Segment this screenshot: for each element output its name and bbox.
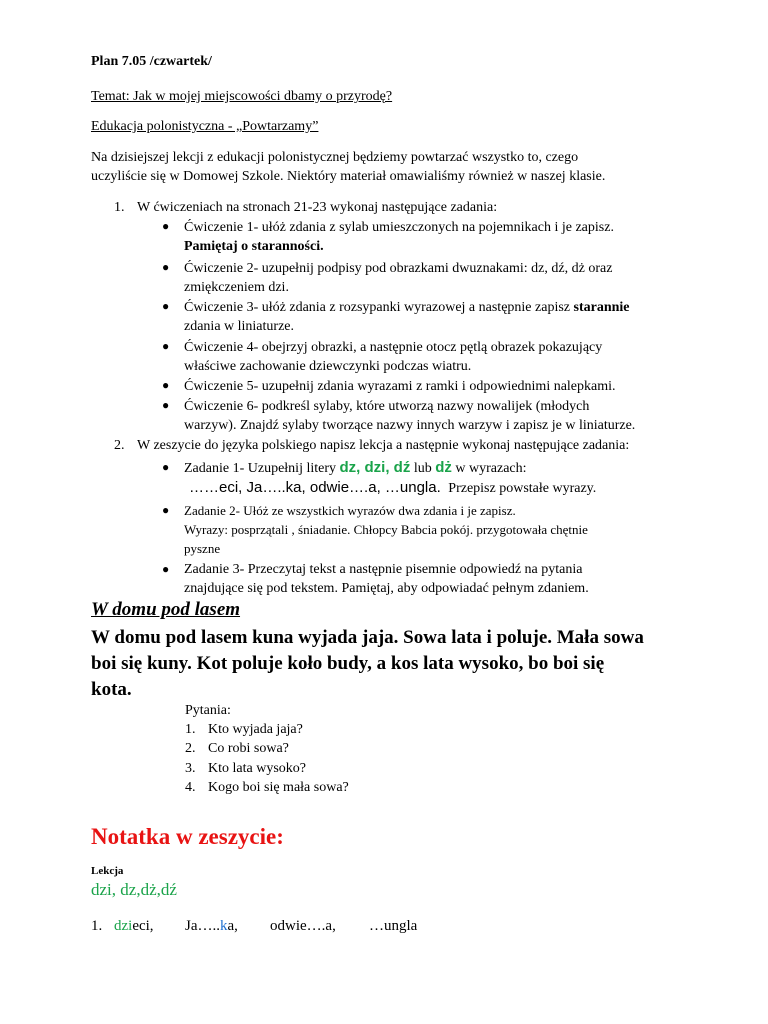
zadanie-3-cont: znajdujące się pod tekstem. Pamiętaj, aby odpowiadać pełnym zdaniem. <box>184 581 589 596</box>
story-line-1: W domu pod lasem kuna wyjada jaja. Sowa lata i poluje. Mała sowa <box>91 627 644 648</box>
exercise-6: Ćwiczenie 6- podkreśl sylaby, które utworzą nazwy nowalijek (młodych <box>184 399 590 414</box>
bullet-icon: ● <box>162 260 170 274</box>
zadanie-2: Zadanie 2- Ułóż ze wszystkich wyrazów dwa zdania i je zapisz. <box>184 503 516 518</box>
task2-number: 2. <box>114 438 125 453</box>
question-1-number: 1. <box>185 722 196 737</box>
zadanie-1: Zadanie 1- Uzupełnij litery dz, dzi, dź lub dż w wyrazach: <box>184 459 527 476</box>
zadanie-2-words: Wyrazy: posprzątali , śniadanie. Chłopcy Babcia pokój. przygotowała chętnie <box>184 522 588 537</box>
bullet-icon: ● <box>162 398 170 412</box>
question-2: Co robi sowa? <box>208 741 289 756</box>
task1-number: 1. <box>114 200 125 215</box>
exercise-1: Ćwiczenie 1- ułóż zdania z sylab umieszczonych na pojemnikach i je zapisz. <box>184 220 614 235</box>
question-2-number: 2. <box>185 741 196 756</box>
zadanie-3: Zadanie 3- Przeczytaj tekst a następnie pisemnie odpowiedź na pytania <box>184 562 583 577</box>
questions-label: Pytania: <box>185 703 231 718</box>
plan-heading: Plan 7.05 /czwartek/ <box>91 54 212 69</box>
story-line-2: boi się kuny. Kot poluje koło budy, a kos lata wysoko, bo boi się <box>91 653 605 674</box>
task1-text: W ćwiczeniach na stronach 21-23 wykonaj następujące zadania: <box>137 200 498 215</box>
bullet-icon: ● <box>162 299 170 313</box>
bullet-icon: ● <box>162 460 170 474</box>
exercise-2: Ćwiczenie 2- uzupełnij podpisy pod obrazkami dwuznakami: dz, dź, dż oraz <box>184 261 613 276</box>
exercise-4: Ćwiczenie 4- obejrzyj obrazki, a następnie otocz pętlą obrazek pokazujący <box>184 340 603 355</box>
exercise-4-cont: właściwe zachowanie dziewczynki podczas wiatru. <box>184 359 472 374</box>
intro-line-1: Na dzisiejszej lekcji z edukacji polonistycznej będziemy powtarzać wszystko to, czego <box>91 150 579 165</box>
note-word-3: odwie….a, <box>270 918 336 934</box>
note-word-2: Ja…..ka, <box>185 918 238 934</box>
note-word-1: dzieci, <box>114 918 154 934</box>
zadanie-1-words: ……eci, Ja…..ka, odwie….a, …ungla. Przepisz powstałe wyrazy. <box>189 479 597 496</box>
exercise-3-cont: zdania w liniaturze. <box>184 319 295 334</box>
letters-line: dzi, dz,dż,dź <box>91 880 177 899</box>
bullet-icon: ● <box>162 339 170 353</box>
bullet-icon: ● <box>162 562 170 576</box>
note-word-4: …ungla <box>369 918 418 934</box>
exercise-3: Ćwiczenie 3- ułóż zdania z rozsypanki wyrazowej a następnie zapisz starannie <box>184 300 630 315</box>
story-line-3: kota. <box>91 679 132 700</box>
exercise-2-cont: zmiękczeniem dzi. <box>184 280 289 295</box>
zadanie-2-words-cont: pyszne <box>184 541 221 556</box>
subject-line: Edukacja polonistyczna - „Powtarzamy” <box>91 119 319 134</box>
bullet-icon: ● <box>162 378 170 392</box>
question-1: Kto wyjada jaja? <box>208 722 303 737</box>
lekcja-label: Lekcja <box>91 865 124 877</box>
exercise-6-cont: warzyw). Znajdź sylaby tworzące nazwy innych warzyw i zapisz je w liniaturze. <box>184 418 636 433</box>
task2-text: W zeszycie do języka polskiego napisz lekcja a następnie wykonaj następujące zadania: <box>137 438 630 453</box>
exercise-5: Ćwiczenie 5- uzupełnij zdania wyrazami z ramki i odpowiednimi nalepkami. <box>184 379 616 394</box>
question-4: Kogo boi się mała sowa? <box>208 780 349 795</box>
question-3-number: 3. <box>185 761 196 776</box>
intro-line-2: uczyliście się w Domowej Szkole. Niektóry materiał omawialiśmy również w naszej klasie. <box>91 169 606 184</box>
note-title: Notatka w zeszycie: <box>91 824 284 849</box>
question-3: Kto lata wysoko? <box>208 761 306 776</box>
exercise-1-note: Pamiętaj o staranności. <box>184 239 324 254</box>
bullet-icon: ● <box>162 503 170 517</box>
story-title: W domu pod lasem <box>91 599 241 620</box>
topic-line: Temat: Jak w mojej miejscowości dbamy o przyrodę? <box>91 89 393 104</box>
bullet-icon: ● <box>162 219 170 233</box>
note-exercise-number: 1. <box>91 918 103 934</box>
question-4-number: 4. <box>185 780 196 795</box>
